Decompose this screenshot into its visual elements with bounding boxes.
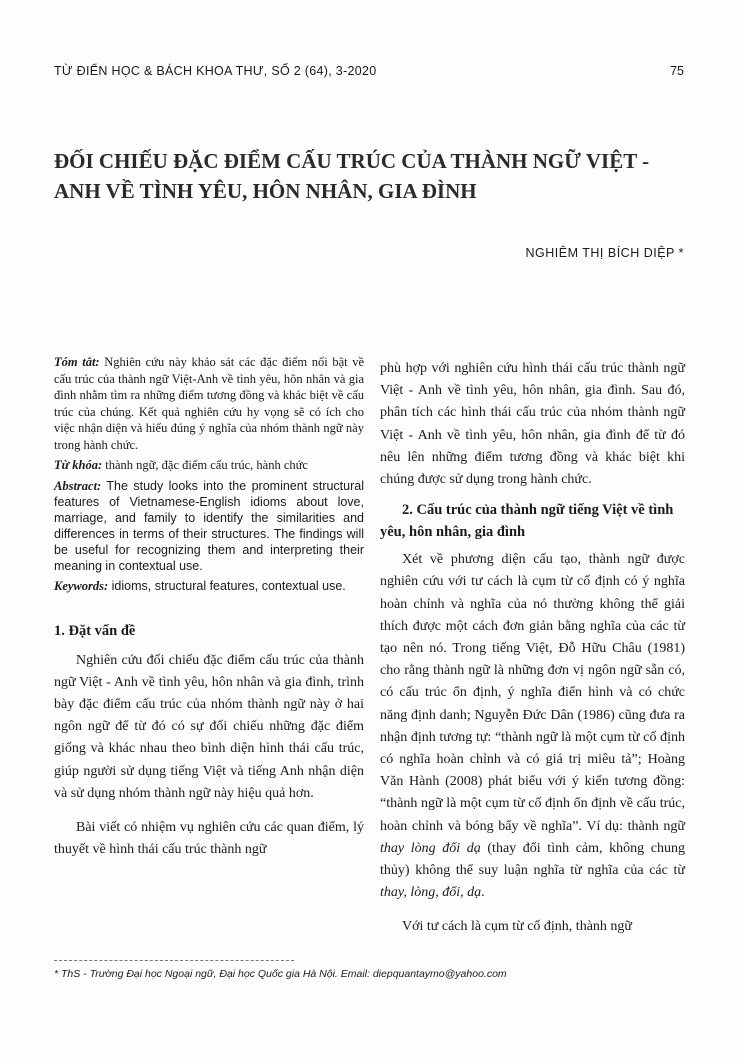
running-head: TỪ ĐIỂN HỌC & BÁCH KHOA THƯ, SỐ 2 (64), 3-2020 [54, 64, 377, 78]
section-2-p1-end: . [481, 885, 485, 901]
section-1-paragraph-2: Bài viết có nhiệm vụ nghiên cứu các quan điểm, lý thuyết về hình thái cấu trúc thành ngữ [54, 819, 364, 858]
abstract-en-text: The study looks into the prominent structural features of Vietnamese-English idioms about love, marriage, and family to identify the similarities and differences in terms of their structures. The findings will be useful for recognizing them and interpreting their meaning in contextual use. [54, 478, 364, 573]
section-2-p1-text-b: (thay đổi tình cảm, không chung thủy) không thể suy luận nghĩa từ nghĩa của các từ [380, 840, 685, 879]
page-number: 75 [670, 64, 684, 78]
section-2-heading: 2. Cấu trúc của thành ngữ tiếng Việt về tình yêu, hôn nhân, gia đình [380, 502, 674, 541]
section-1-paragraph-1: Nghiên cứu đối chiếu đặc điểm cấu trúc của thành ngữ Việt - Anh về tình yêu, hôn nhân và gia đình, trình bày đặc điểm cấu trúc của nhóm thành ngữ này ở hai ngôn ngữ để từ đó có sự đối chiếu những đặc điểm giống và khác nhau theo bình diện hình thái cấu trúc, giúp người sử dụng tiếng Việt và tiếng Anh nhận diện và sử dụng nhóm thành ngữ này hiệu quả hơn. [54, 652, 364, 801]
keywords-vi [54, 457, 364, 474]
section-1-paragraph-2-continued: phù hợp với nghiên cứu hình thái cấu trúc thành ngữ Việt - Anh về tình yêu, hôn nhân, gia đình. Sau đó, phân tích các hình thái cấu trúc của nhóm thành ngữ Việt - Anh về tình yêu, hôn nhân, gia đình để từ đó nêu lên những điểm tương đồng và khác biệt khi chúng được sử dụng trong hành chức. [380, 361, 685, 488]
section-2-p1-text-a: Xét về phương diện cấu tạo, thành ngữ được nghiên cứu với tư cách là cụm từ cố định có ý nghĩa hoàn chỉnh và nghĩa của nó thường không thể giải thích được một cách đơn giản bằng nghĩa của các từ tạo nên nó. Trong tiếng Việt, Đỗ Hữu Châu (1981) cho rằng thành ngữ là những đơn vị ngôn ngữ sẵn có, có cấu trúc ổn định, ý nghĩa điển hình và có chức năng định danh; Nguyễn Đức Dân (1986) cũng đưa ra nhận định tương tự: “thành ngữ là một cụm từ cố định có nghĩa hoàn chỉnh và có giá trị miêu tả”; Hoàng Văn Hành (2008) phát biểu với ý kiến tương đồng: “thành ngữ là một cụm từ cố định ổn định về cấu trúc, hoàn chỉnh và bóng bẩy về nghĩa”. Ví dụ: thành ngữ [380, 552, 685, 834]
idiom-words: thay, lòng, đổi, dạ [380, 885, 482, 901]
abstract-en [54, 478, 364, 574]
footnote: * ThS - Trường Đại học Ngoại ngữ, Đại học Quốc gia Hà Nội. Email: diepquantaymo@yahoo.com [54, 968, 507, 980]
idiom-example: thay lòng đổi dạ [380, 840, 481, 856]
keywords-en-text: idioms, structural features, contextual use. [108, 578, 346, 593]
article-title: ĐỐI CHIẾU ĐẶC ĐIỂM CẤU TRÚC CỦA THÀNH NGỮ VIỆT - ANH VỀ TÌNH YÊU, HÔN NHÂN, GIA ĐÌNH [54, 149, 650, 203]
footnote-divider [54, 960, 294, 961]
author-name: NGHIÊM THỊ BÍCH DIỆP * [525, 246, 684, 260]
left-column [54, 354, 364, 861]
abstract-vi-label: Tóm tắt: [54, 355, 100, 369]
keywords-vi-label: Từ khóa: [54, 458, 103, 472]
section-2-paragraph-2: Với tư cách là cụm từ cố định, thành ngữ [402, 919, 633, 935]
section-2-paragraph-1 [380, 549, 685, 904]
keywords-en [54, 578, 364, 594]
keywords-en-label: Keywords: [54, 578, 109, 593]
section-1-heading: 1. Đặt vấn đề [54, 622, 136, 639]
right-column [380, 358, 685, 939]
keywords-vi-text: thành ngữ, đặc điểm cấu trúc, hành chức [102, 458, 308, 472]
abstract-vi-text: Nghiên cứu này khảo sát các đặc điểm nổi bật về cấu trúc của thành ngữ Việt-Anh về tình yêu, hôn nhân và gia đình nhằm tìm ra những điểm tương đồng và khác biệt về cấu trúc của chúng. Kết quả nghiên cứu hy vọng sẽ có ích cho việc nhận diện và hiểu đúng ý nghĩa của nhóm thành ngữ này trong hành chức. [54, 355, 364, 452]
abstract-en-label: Abstract: [54, 478, 102, 493]
abstract-vi [54, 354, 364, 453]
